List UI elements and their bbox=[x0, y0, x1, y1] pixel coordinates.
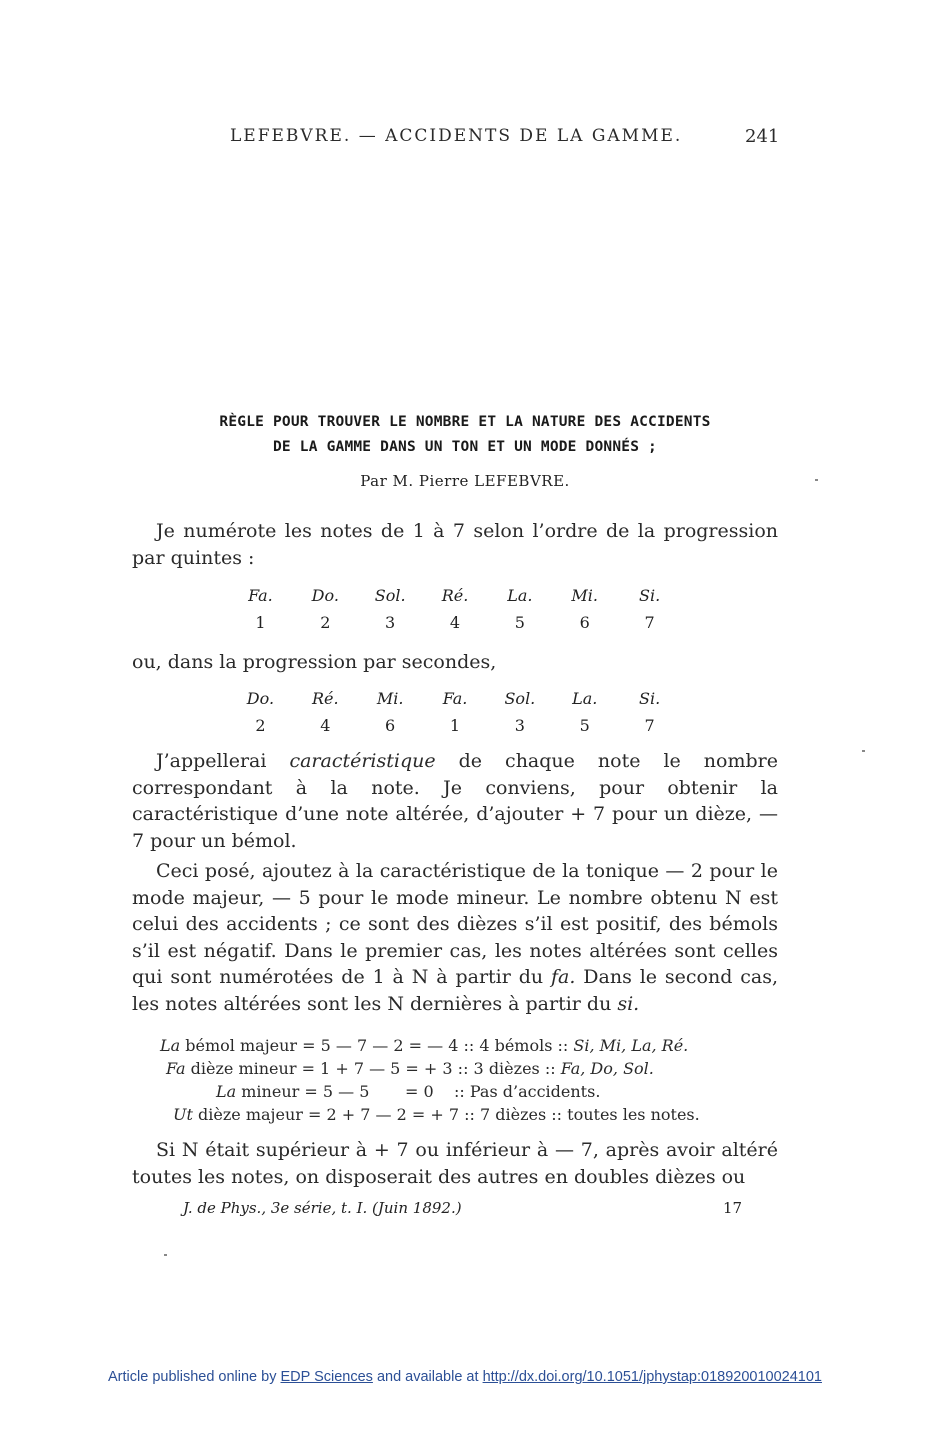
article-title-line1: RÈGLE POUR TROUVER LE NOMBRE ET LA NATURE DES ACCIDENTS bbox=[219, 414, 711, 430]
seconds-note-number: 5 bbox=[579, 716, 590, 735]
scan-speck bbox=[815, 479, 818, 481]
example-formula: dièze majeur = 2 + 7 — 2 = + 7 :: 7 dièzes :: toutes les notes. bbox=[192, 1105, 700, 1124]
journal-citation: J. de Phys., 3e série, t. I. (Juin 1892.) bbox=[183, 1199, 462, 1217]
fifths-note-number: 7 bbox=[644, 613, 655, 632]
rule-paragraph bbox=[132, 858, 778, 1018]
example-formula: bémol majeur = 5 — 7 — 2 = — 4 :: 4 bémols :: bbox=[180, 1036, 574, 1055]
article-title-line2: DE LA GAMME DANS UN TON ET UN MODE DONNÉS ; bbox=[273, 439, 657, 455]
example-line bbox=[160, 1080, 760, 1103]
fifths-note-name: Fa. bbox=[248, 586, 273, 605]
scan-speck bbox=[862, 750, 865, 752]
fifths-note-name: Sol. bbox=[374, 586, 406, 605]
seconds-note-number: 7 bbox=[644, 716, 655, 735]
example-note: La bbox=[216, 1082, 237, 1101]
example-line bbox=[160, 1034, 760, 1057]
seconds-table bbox=[228, 689, 682, 735]
seconds-note-number: 1 bbox=[449, 716, 461, 735]
running-title: LEFEBVRE. — ACCIDENTS DE LA GAMME. bbox=[230, 126, 683, 146]
fifths-note-name: La. bbox=[507, 586, 533, 605]
seconds-note-number: 6 bbox=[385, 716, 396, 735]
seconds-note-name: Do. bbox=[246, 689, 275, 708]
seconds-note-name: Sol. bbox=[504, 689, 536, 708]
fifths-note-number: 4 bbox=[449, 613, 461, 632]
fifths-note-number: 1 bbox=[255, 613, 266, 632]
fifths-note-number: 2 bbox=[320, 613, 331, 632]
page-number: 241 bbox=[745, 126, 780, 147]
fifths-note-name: Mi. bbox=[571, 586, 599, 605]
seconds-note-number: 4 bbox=[320, 716, 331, 735]
example-result: Fa, Do, Sol. bbox=[560, 1059, 654, 1078]
fifths-table bbox=[228, 586, 682, 632]
example-note: La bbox=[160, 1036, 181, 1055]
definition-term: caractéristique bbox=[289, 750, 436, 772]
seconds-note-number: 2 bbox=[255, 716, 266, 735]
definition-paragraph bbox=[132, 748, 778, 854]
example-formula: mineur = 5 — 5 = 0 :: Pas d’accidents. bbox=[236, 1082, 601, 1101]
fifths-note-name: Ré. bbox=[441, 586, 469, 605]
rule-term-fa: fa. bbox=[550, 966, 576, 989]
fifths-note-number: 5 bbox=[514, 613, 525, 632]
publisher-note-middle: and available at bbox=[372, 1369, 483, 1385]
publisher-note bbox=[0, 1369, 930, 1385]
definition-text-b: de chaque note le nombre correspondant à la note. Je conviens, pour obtenir la caractéristique d’une note altérée, d’ajouter + 7 pour un dièze, — 7 pour un bémol. bbox=[132, 750, 778, 852]
example-formula: dièze mineur = 1 + 7 — 5 = + 3 :: 3 dièzes :: bbox=[185, 1059, 561, 1078]
rule-text-a: Ceci posé, ajoutez à la caractéristique de la tonique — 2 pour le mode majeur, — 5 pour le mode mineur. Le nombre obtenu N est celui des accidents ; ce sont des dièzes s’il est positif, des bémols s’il est négatif. Dans le premier cas, les notes altérées sont celles qui sont numérotées de 1 à N à partir du bbox=[132, 860, 778, 989]
byline: Par M. Pierre LEFEBVRE. bbox=[360, 472, 570, 490]
doi-link[interactable]: http://dx.doi.org/10.1051/jphystap:018920010024101 bbox=[482, 1369, 822, 1385]
example-line bbox=[160, 1057, 760, 1080]
example-line bbox=[160, 1103, 760, 1126]
closing-text: Si N était supérieur à + 7 ou inférieur à — 7, après avoir altéré toutes les notes, on disposerait des autres en doubles dièzes ou bbox=[132, 1139, 778, 1188]
seconds-note-name: Mi. bbox=[376, 689, 404, 708]
intro-paragraph bbox=[132, 518, 778, 571]
seconds-note-name: Si. bbox=[639, 689, 661, 708]
seconds-note-name: Fa. bbox=[442, 689, 468, 708]
example-result: Si, Mi, La, Ré. bbox=[573, 1036, 689, 1055]
signature-number: 17 bbox=[723, 1199, 743, 1217]
scan-speck bbox=[164, 1254, 167, 1256]
fifths-note-name: Si. bbox=[639, 586, 661, 605]
rule-text-b: Dans le second cas, les notes altérées sont les N dernières à partir du bbox=[132, 966, 778, 1015]
seconds-note-number: 3 bbox=[514, 716, 525, 735]
fifths-note-number: 3 bbox=[385, 613, 396, 632]
fifths-note-number: 6 bbox=[579, 613, 590, 632]
closing-paragraph bbox=[132, 1137, 778, 1190]
seconds-note-name: La. bbox=[572, 689, 598, 708]
rule-term-si: si. bbox=[617, 992, 640, 1015]
publisher-note-prefix: Article published online by bbox=[108, 1369, 281, 1385]
example-note: Fa bbox=[166, 1059, 186, 1078]
seconds-intro: ou, dans la progression par secondes, bbox=[132, 651, 497, 673]
fifths-note-name: Do. bbox=[311, 586, 339, 605]
intro-text: Je numérote les notes de 1 à 7 selon l’ordre de la progression par quintes : bbox=[132, 520, 778, 569]
example-note: Ut bbox=[173, 1105, 193, 1124]
seconds-note-name: Ré. bbox=[311, 689, 339, 708]
examples-block bbox=[160, 1034, 760, 1126]
definition-text-a: J’appellerai bbox=[156, 750, 290, 772]
publisher-link[interactable]: EDP Sciences bbox=[280, 1369, 373, 1385]
